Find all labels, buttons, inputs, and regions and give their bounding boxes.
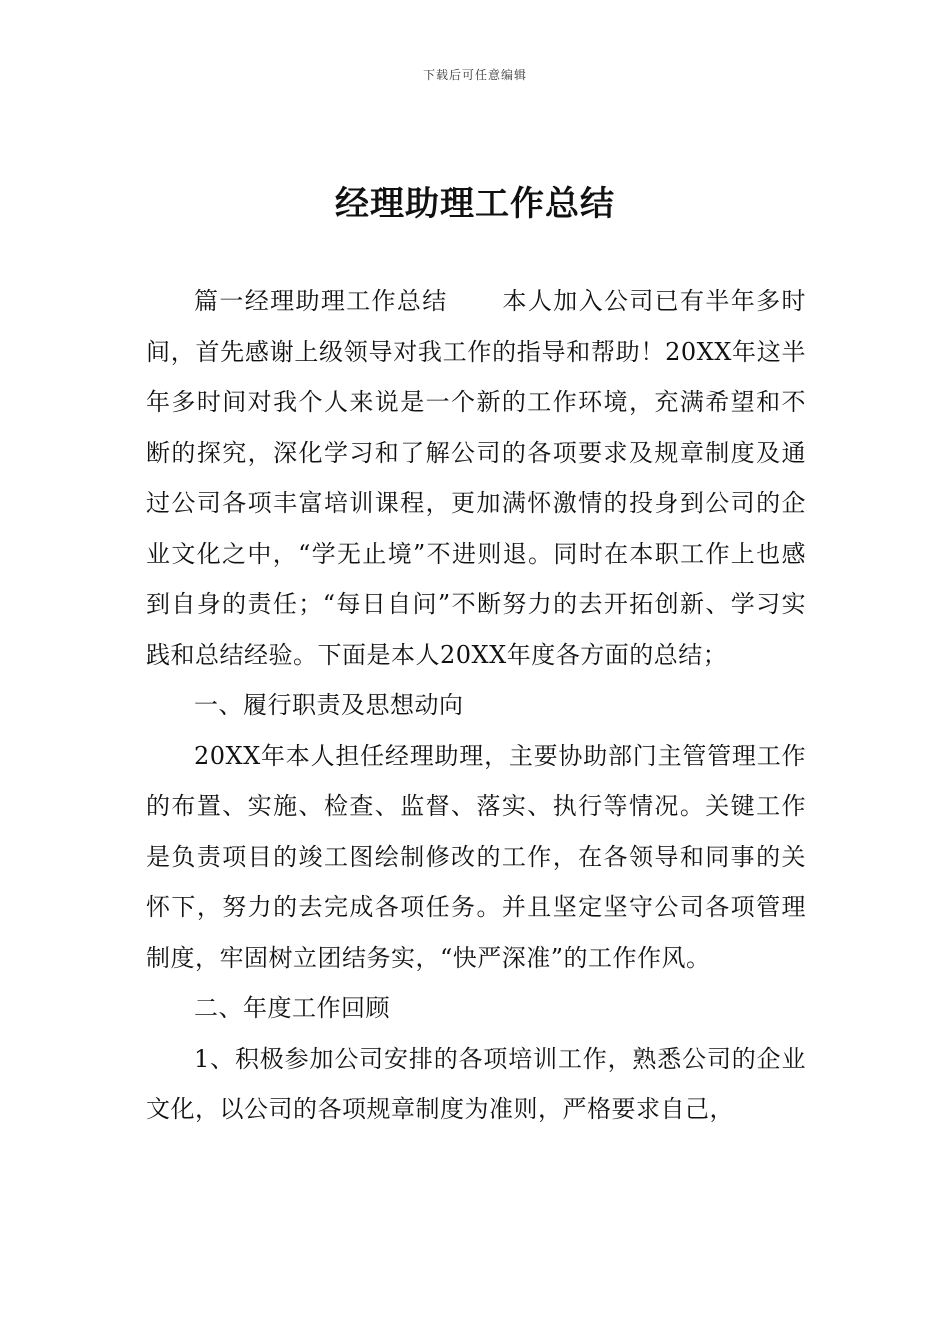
document-body: [146, 276, 806, 1135]
section2-heading: 二、年度工作回顾: [194, 994, 390, 1022]
intro-paragraph: [146, 276, 806, 680]
intro-heading: 篇一经理助理工作总结: [194, 287, 448, 315]
intro-text: 本人加入公司已有半年多时间，首先感谢上级领导对我工作的指导和帮助！20XX年这半年多时间对我个人来说是一个新的工作环境，充满希望和不断的探究，深化学习和了解公司的各项要求及规章制度及通过公司各项丰富培训课程，更加满怀激情的投身到公司的企业文化之中，“学无止境”不进则退。同时在本职工作上也感到自身的责任；“每日自问”不断努力的去开拓创新、学习实践和总结经验。下面是本人20XX年度各方面的总结；: [146, 287, 807, 669]
section1-heading: 一、履行职责及思想动向: [194, 691, 464, 719]
section2-item1-paragraph: 1、积极参加公司安排的各项培训工作，熟悉公司的企业文化，以公司的各项规章制度为准则，严格要求自己，: [146, 1044, 806, 1123]
section1-paragraph: 20XX年本人担任经理助理，主要协助部门主管管理工作的布置、实施、检查、监督、落实、执行等情况。关键工作是负责项目的竣工图绘制修改的工作，在各领导和同事的关怀下，努力的去完成各项任务。并且坚定坚守公司各项管理制度，牢固树立团结务实，“快严深准”的工作作风。: [146, 741, 806, 972]
header-note: 下载后可任意编辑: [422, 68, 527, 82]
document-title: 经理助理工作总结: [335, 184, 615, 224]
